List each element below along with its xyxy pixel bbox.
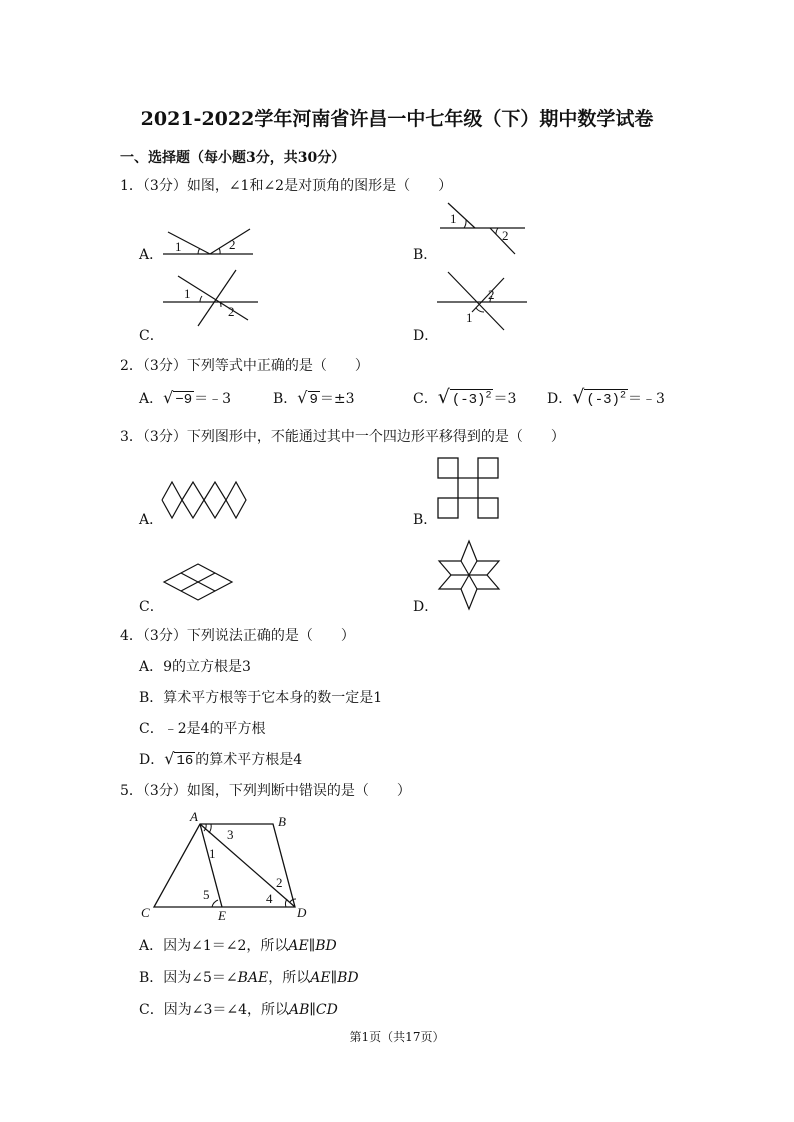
q5-angle-2: 2 [276, 875, 283, 890]
q5-figure [140, 808, 320, 926]
q5-point-a: A [190, 809, 198, 824]
q2-d-radical: √ $(-3)^2$ [572, 386, 626, 408]
q2-b-radical: √ 9 [297, 388, 318, 408]
q5-angle-5: 5 [203, 887, 210, 902]
question-2-stem: 2．（3分）下列等式中正确的是（ ） [120, 358, 369, 374]
q1d-angle-2: 2 [488, 287, 495, 302]
q3-option-c-label: C． [139, 599, 164, 615]
q1-option-a-label: A． [139, 247, 164, 263]
q2-c-rhs: ＝3 [493, 391, 517, 407]
q5-point-b: B [278, 814, 286, 829]
q4-option-b: B．算术平方根等于它本身的数一定是1 [139, 690, 383, 706]
q2-option-b [273, 388, 355, 408]
q1-figure-b [430, 198, 530, 256]
q1-option-b-label: B． [413, 247, 438, 263]
q2-a-label: A． [139, 391, 164, 407]
q2-a-radical: √ −9 [163, 388, 193, 408]
q1c-angle-2: 2 [228, 304, 235, 319]
q5-point-d: D [297, 905, 307, 920]
q3-option-d-label: D． [413, 599, 439, 615]
q4-option-c: C．﹣2是4的平方根 [139, 721, 266, 737]
q3-option-b-label: B． [413, 512, 438, 528]
question-3-stem: 3．（3分）下列图形中，不能通过其中一个四边形平移得到的是（ ） [120, 429, 565, 445]
q5-option-c [139, 999, 338, 1019]
q1d-angle-1: 1 [466, 310, 473, 325]
q5-b-angle: BAE [237, 970, 269, 986]
q4-d-radicand: 16 [176, 753, 194, 769]
q5-option-a [139, 935, 337, 955]
q2-d-rhs: ＝﹣3 [627, 391, 665, 407]
q2-c-exponent: 2 [485, 390, 492, 402]
q5-b-label: B．因为∠5＝∠ [139, 970, 238, 986]
q4-d-label: D． [139, 752, 165, 768]
q2-d-exponent: 2 [619, 390, 626, 402]
section-heading: 一、选择题（每小题3分，共30分） [120, 150, 346, 166]
q2-c-radicand: (-3) [451, 392, 486, 408]
question-5-stem: 5．（3分）如图，下列判断中错误的是（ ） [120, 783, 411, 799]
q5-b-label2: ，所以 [268, 970, 311, 986]
q1c-angle-1: 1 [184, 286, 191, 301]
q1-figure-a [158, 222, 258, 262]
q1-figure-c [158, 268, 263, 328]
q3-option-a-label: A． [139, 512, 164, 528]
q3-figure-d [437, 539, 501, 611]
page-footer: 第1页（共17页） [349, 1030, 445, 1044]
q2-b-radicand: 9 [309, 392, 318, 408]
q2-d-label: D． [547, 391, 573, 407]
q4-option-a: A．9的立方根是3 [139, 659, 251, 675]
q4-option-d [139, 749, 302, 769]
q2-d-radicand: (-3) [586, 392, 620, 408]
q1-option-c-label: C． [139, 328, 164, 344]
q1b-angle-2: 2 [502, 228, 509, 243]
q5-angle-3: 3 [227, 827, 234, 842]
q5-option-b [139, 967, 359, 987]
q5-a-conclusion: AE∥BD [288, 938, 337, 954]
q2-c-radical: √ $(-3)^2$ [437, 386, 492, 408]
q2-option-a [139, 388, 231, 408]
q3-figure-c [162, 562, 234, 602]
q5-point-e: E [218, 908, 226, 923]
q5-angle-1: 1 [209, 846, 216, 861]
q1-figure-d [432, 268, 532, 332]
q1b-angle-1: 1 [450, 211, 457, 226]
q5-b-conclusion: AE∥BD [310, 970, 359, 986]
page-title: 2021-2022学年河南省许昌一中七年级（下）期中数学试卷 [140, 108, 654, 130]
q2-b-label: B． [273, 391, 298, 407]
q5-c-conclusion: AB∥CD [289, 1002, 338, 1018]
q2-a-rhs: ＝﹣3 [194, 391, 232, 407]
q5-c-label: C．因为∠3＝∠4，所以 [139, 1002, 289, 1018]
q5-a-label: A．因为∠1＝∠2，所以 [139, 938, 289, 954]
question-1-stem: 1．（3分）如图，∠1和∠2是对顶角的图形是（ ） [120, 178, 453, 194]
q2-b-rhs: ＝±3 [319, 391, 355, 407]
q2-a-radicand: −9 [175, 392, 193, 408]
q4-d-rest: 的算术平方根是4 [195, 752, 303, 768]
q5-angle-4: 4 [266, 891, 273, 906]
q5-point-c: C [141, 905, 150, 920]
q2-option-d [547, 386, 665, 408]
q1-option-d-label: D． [413, 328, 439, 344]
q1a-angle-1: 1 [175, 239, 182, 254]
question-4-stem: 4．（3分）下列说法正确的是（ ） [120, 628, 355, 644]
q2-c-label: C． [413, 391, 438, 407]
q1a-angle-2: 2 [229, 237, 236, 252]
q4-d-radical: √ 16 [164, 749, 194, 769]
q2-option-c [413, 386, 516, 408]
q3-figure-a [162, 480, 248, 520]
q3-figure-b [437, 457, 499, 519]
